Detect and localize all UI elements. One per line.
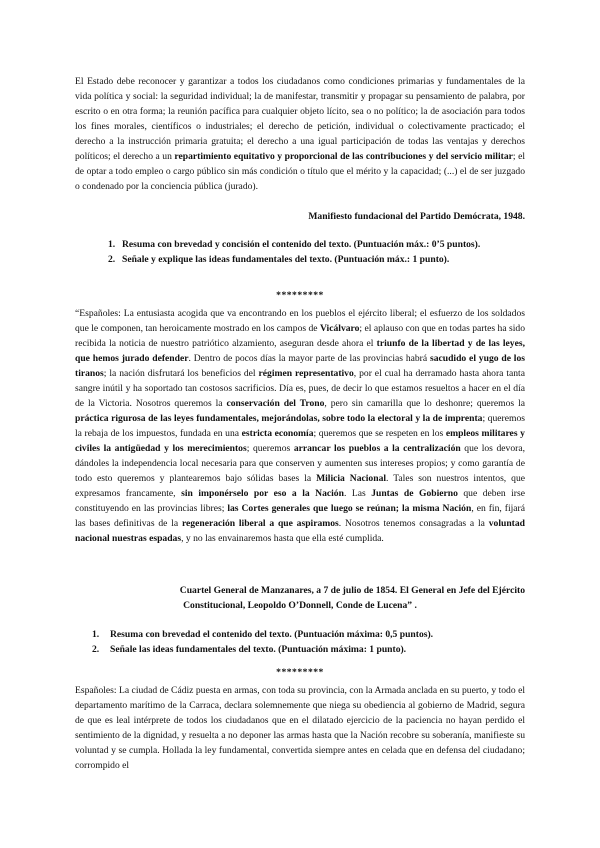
question-text: Señale y explique las ideas fundamentales del texto. (Puntuación máx.: 1 punto). (122, 254, 450, 265)
text-run: ; el aplauso con que en todas partes ha sido recibida la noticia de nuestro patriótico alzamiento, aseguran desde ahora el (75, 323, 526, 349)
question-number: 1. (92, 629, 100, 640)
question-text: Señale las ideas fundamentales del texto. (Puntuación máxima: 1 punto). (110, 644, 407, 655)
question-number: 2. (92, 644, 100, 655)
text-run: . Las (343, 488, 372, 499)
question-item (92, 642, 525, 657)
signature-line: Cuartel General de Manzanares, a 7 de julio de 1854. El General en Jefe del Ejército (179, 585, 525, 596)
text-run: . Dentro de pocos días la mayor parte de las provincias habrá (188, 353, 430, 364)
emphasis-text: sin imponérselo por eso a la Nación (181, 488, 344, 499)
text-run: que deben irse constituyendo en las provincias libres; (75, 488, 525, 514)
question-text: Resuma con brevedad y concisión el contenido del texto. (Puntuación máx.: 0’5 puntos). (122, 239, 481, 250)
emphasis-text: regeneración liberal a que aspiramos (181, 518, 339, 529)
emphasis-text: las Cortes generales que luego se reúnan; la misma Nación (227, 503, 472, 514)
emphasis-text: estricta economía (241, 428, 314, 439)
text-run: , en fin, fijará las bases definitivas de la (75, 503, 525, 529)
proclamation-paragraph (75, 306, 525, 546)
emphasis-text: Vicálvaro (319, 323, 360, 334)
manifesto-signature: Manifiesto fundacional del Partido Demócrata, 1948. (308, 211, 525, 222)
text-run: . Nosotros tenemos consagradas a la (338, 518, 489, 529)
question-item (92, 627, 525, 642)
cadiz-paragraph: Españoles: La ciudad de Cádiz puesta en armas, con toda su provincia, con la Armada anclada en su puerto, y todo el departamento marítimo de la Carraca, declara solemnemente que niega su obediencia al gobierno de Madrid, segura de que es leal intérprete de todos los ciudadanos que en el dilatado ejercicio de la paciencia no hayan perdido el sentimiento de la dignidad, y resuelta a no deponer las armas hasta que la Nación recobre su soberanía, manifieste su voluntad y se cumpla. Hollada la ley fundamental, convertida siempre antes en celada que en defensa del ciudadano; corrompido el (75, 685, 525, 771)
emphasis-text: conservación del Trono (226, 398, 325, 409)
emphasis-text: Milicia Nacional (316, 473, 387, 484)
text-run: ; queremos que se respeten en los (313, 428, 446, 439)
question-item (108, 237, 525, 252)
text-run: ; queremos (246, 443, 294, 454)
emphasis-text: arrancar los pueblos a la centralización (293, 443, 461, 454)
emphasis-text: triunfo de la libertad y de las leyes, que hemos jurado defender (75, 338, 525, 364)
text-run: , por el cual ha derramado hasta ahora tanta sangre inútil y ha soportado tan costosos sacrificios. Día es, pues, de decir lo que estamos resueltos a hacer en el día de la Victoria. Nosotros queremos la (75, 368, 525, 409)
manifesto-paragraph (75, 74, 525, 194)
text-run: ; la nación disfrutará los beneficios del (103, 368, 259, 379)
text-run: ; el de optar a todo empleo o cargo público sin más condición o título que el mérito y la capacidad; (...) el de ser juzgado o condenado por la conciencia pública (jurado). (75, 151, 525, 192)
question-item (108, 252, 525, 267)
question-number: 2. (108, 254, 116, 265)
text-run: , y no las envainaremos hasta que ella esté cumplida. (181, 533, 384, 544)
question-number: 1. (108, 239, 116, 250)
emphasis-text: voluntad nacional nuestras espadas (75, 518, 525, 544)
signature-line: Constitucional, Leopoldo O’Donnell, Conde de Lucena” . (183, 600, 417, 611)
separator: ********* (276, 290, 324, 301)
proclamation-signature (75, 583, 525, 613)
question-text: Resuma con brevedad el contenido del texto. (Puntuación máxima: 0,5 puntos). (110, 629, 434, 640)
separator: ********* (276, 667, 324, 678)
questions-list-1 (108, 237, 525, 267)
text-run: , pero sin camarilla que lo deshonre; queremos la (324, 398, 525, 409)
text-run: ; queremos la rebaja de los impuestos, fundada en una (75, 413, 525, 439)
text-run: “Españoles: La entusiasta acogida que va encontrando en los pueblos el ejército liberal; el esfuerzo de los soldados que le componen, tan heroicamente mostrado en los campos de (75, 308, 525, 334)
emphasis-text: repartimiento equitativo y proporcional de las contribuciones y del servicio militar (174, 151, 513, 162)
questions-list-2 (92, 627, 525, 657)
emphasis-text: sacudido el yugo de los tiranos (75, 353, 525, 379)
emphasis-text: empleos militares y civiles la antigüedad y los merecimientos (75, 428, 525, 454)
emphasis-text: régimen representativo (258, 368, 354, 379)
emphasis-text: práctica rigurosa de las leyes fundamentales, mejorándolas, sobre todo la electoral y la de imprenta (75, 413, 483, 424)
text-run: El Estado debe reconocer y garantizar a todos los ciudadanos como condiciones primarias y fundamentales de la vida política y social: la seguridad individual; la de manifestar, transmitir y propagar su pensamiento de palabra, por escrito o en otra forma; la reunión pacífica para cualquier objeto lícito, sea o no político; la de asociación para todos los fines morales, científicos o industriales; el derecho de petición, individual o colectivamente practicado; el derecho a la instrucción primaria gratuita; el derecho a una igual participación de todas las ventajas y derechos políticos; el derecho a un (75, 76, 525, 162)
emphasis-text: Juntas de Gobierno (371, 488, 458, 499)
text-run: . Tales son nuestros intentos, que expresamos francamente, (75, 473, 525, 499)
text-run: que los devora, dándoles la independencia local necesaria para que conserven y aumenten sus intereses propios; y como garantía de todo esto queremos y plantearemos bajo sólidas bases la (75, 443, 525, 484)
